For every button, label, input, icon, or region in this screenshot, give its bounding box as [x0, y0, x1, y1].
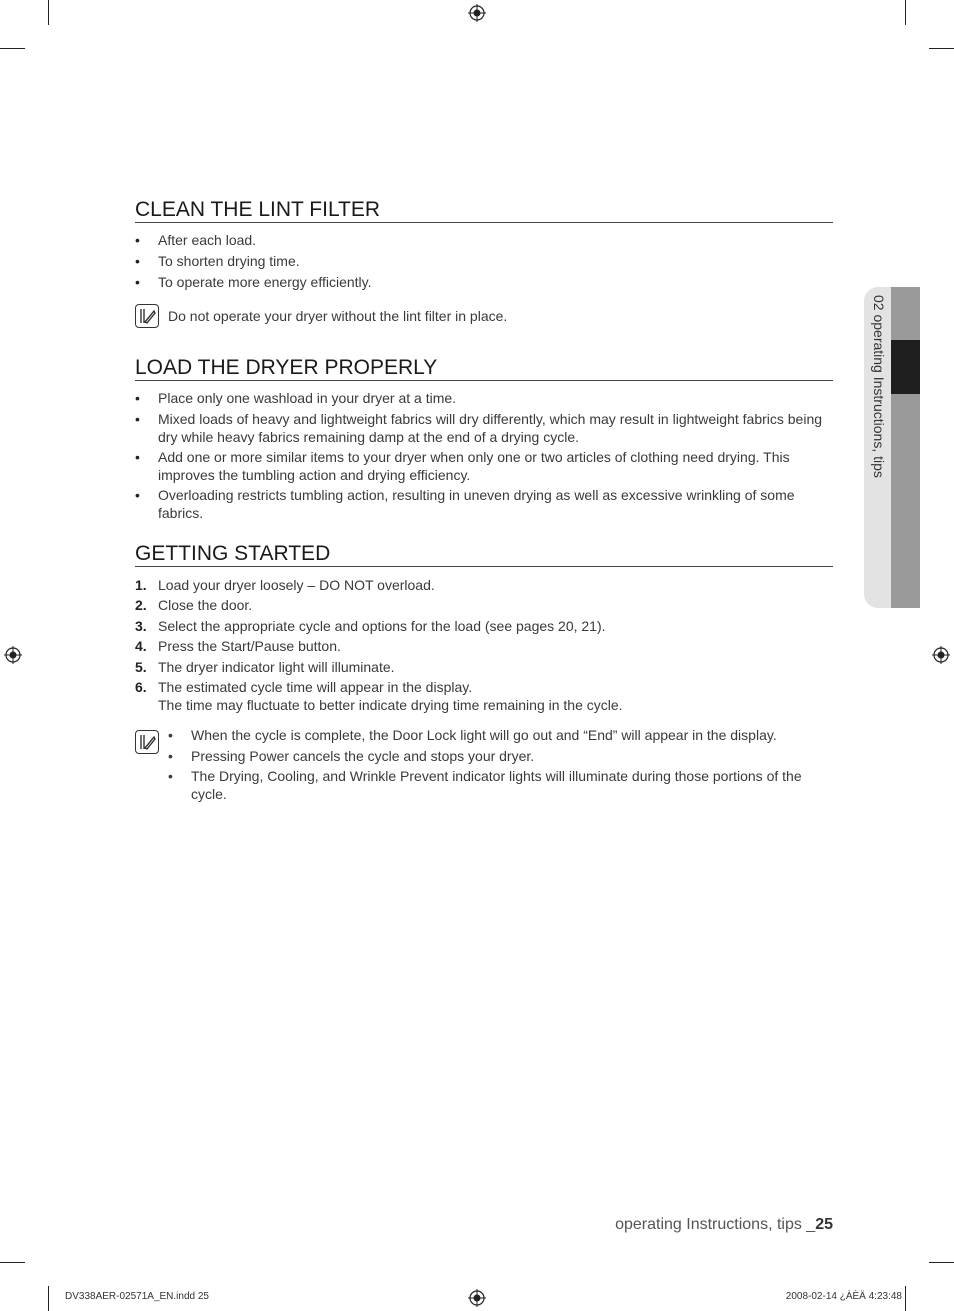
list-item-text: Add one or more similar items to your dryer when only one or two articles of clothing need drying. This improves the tumbling action and drying efficiency. — [158, 449, 790, 483]
step-number: 3. — [135, 618, 147, 634]
list-item — [135, 448, 825, 484]
note-pencil-icon — [135, 304, 159, 328]
print-slug-file: DV338AER-02571A_EN.indd 25 — [65, 1291, 209, 1302]
crop-mark — [929, 1262, 954, 1263]
crop-mark — [48, 0, 49, 25]
chapter-tab-bar — [891, 287, 920, 608]
step-text: Close the door. — [158, 597, 253, 613]
section-title-load-dryer: LOAD THE DRYER PROPERLY — [135, 356, 833, 381]
list-item-text: Place only one washload in your dryer at a time. — [158, 390, 457, 406]
crop-mark — [0, 48, 25, 49]
step-number: 2. — [135, 597, 147, 613]
registration-mark-icon — [4, 646, 22, 664]
note-item-text: Pressing Power cancels the cycle and stops your dryer. — [191, 748, 535, 764]
getting-started-notes — [168, 726, 836, 803]
step-text: The time may fluctuate to better indicate drying time remaining in the cycle. — [158, 697, 623, 713]
getting-started-steps — [135, 576, 835, 714]
step-text: Load your dryer loosely – DO NOT overload. — [158, 577, 435, 593]
list-item — [135, 389, 825, 407]
crop-mark — [0, 1262, 25, 1263]
bullet: • — [135, 390, 140, 406]
step-text: Select the appropriate cycle and options for the load (see pages 20, 21). — [158, 618, 606, 634]
bullet: • — [168, 768, 173, 784]
list-item-text: To shorten drying time. — [158, 253, 300, 269]
list-item — [135, 410, 825, 446]
registration-mark-icon — [468, 4, 486, 22]
chapter-tab-label: 02 operating Instructions, tips — [871, 295, 887, 478]
print-slug-date: 2008-02-14 ¿ÀÈÄ 4:23:48 — [785, 1291, 902, 1302]
list-item-text: Overloading restricts tumbling action, resulting in uneven drying as well as excessive wrinkling of some fabrics. — [158, 487, 795, 521]
list-item — [135, 273, 835, 291]
lint-filter-note: Do not operate your dryer without the lint filter in place. — [168, 308, 508, 324]
list-item — [135, 486, 825, 522]
bullet: • — [135, 274, 140, 290]
page-footer — [615, 1216, 833, 1234]
bullet: • — [135, 449, 140, 465]
note-item — [168, 767, 836, 803]
bullet: • — [135, 232, 140, 248]
step-text: Press the Start/Pause button. — [158, 638, 341, 654]
step-number: 1. — [135, 577, 147, 593]
bullet: • — [168, 748, 173, 764]
step-item — [135, 596, 835, 614]
step-item — [135, 576, 835, 594]
step-number: 6. — [135, 679, 147, 695]
bullet: • — [135, 411, 140, 427]
step-number: 5. — [135, 659, 147, 675]
step-item — [135, 678, 835, 714]
note-item-text: The Drying, Cooling, and Wrinkle Prevent indicator lights will illuminate during those portions of the cycle. — [191, 768, 802, 802]
lint-filter-list — [135, 231, 835, 291]
list-item — [135, 252, 835, 270]
crop-mark — [905, 0, 906, 25]
section-title-lint-filter: CLEAN THE LINT FILTER — [135, 198, 833, 223]
list-item-text: After each load. — [158, 232, 257, 248]
step-number: 4. — [135, 638, 147, 654]
bullet: • — [135, 253, 140, 269]
step-text: The dryer indicator light will illuminate. — [158, 659, 395, 675]
page-number: 25 — [815, 1216, 833, 1233]
chapter-tab-marker — [891, 340, 920, 394]
crop-mark — [48, 1286, 49, 1311]
registration-mark-icon — [468, 1289, 486, 1307]
list-item — [135, 231, 835, 249]
bullet: • — [135, 487, 140, 503]
crop-mark — [929, 48, 954, 49]
step-item — [135, 617, 835, 635]
load-dryer-list — [135, 389, 825, 522]
note-item — [168, 747, 836, 765]
list-item-text: Mixed loads of heavy and lightweight fabrics will dry differently, which may result in lightweight fabrics being dry while heavy fabrics remaining damp at the end of a drying cycle. — [158, 411, 823, 445]
note-pencil-icon — [135, 730, 159, 754]
step-item — [135, 658, 835, 676]
step-item — [135, 637, 835, 655]
note-item — [168, 726, 836, 744]
list-item-text: To operate more energy efficiently. — [158, 274, 372, 290]
section-title-getting-started: GETTING STARTED — [135, 542, 833, 567]
crop-mark — [905, 1286, 906, 1311]
footer-label: operating Instructions, tips _ — [615, 1216, 816, 1233]
bullet: • — [168, 727, 173, 743]
step-text: The estimated cycle time will appear in the display. — [158, 679, 473, 695]
registration-mark-icon — [932, 646, 950, 664]
note-item-text: When the cycle is complete, the Door Lock light will go out and “End” will appear in the display. — [191, 727, 777, 743]
